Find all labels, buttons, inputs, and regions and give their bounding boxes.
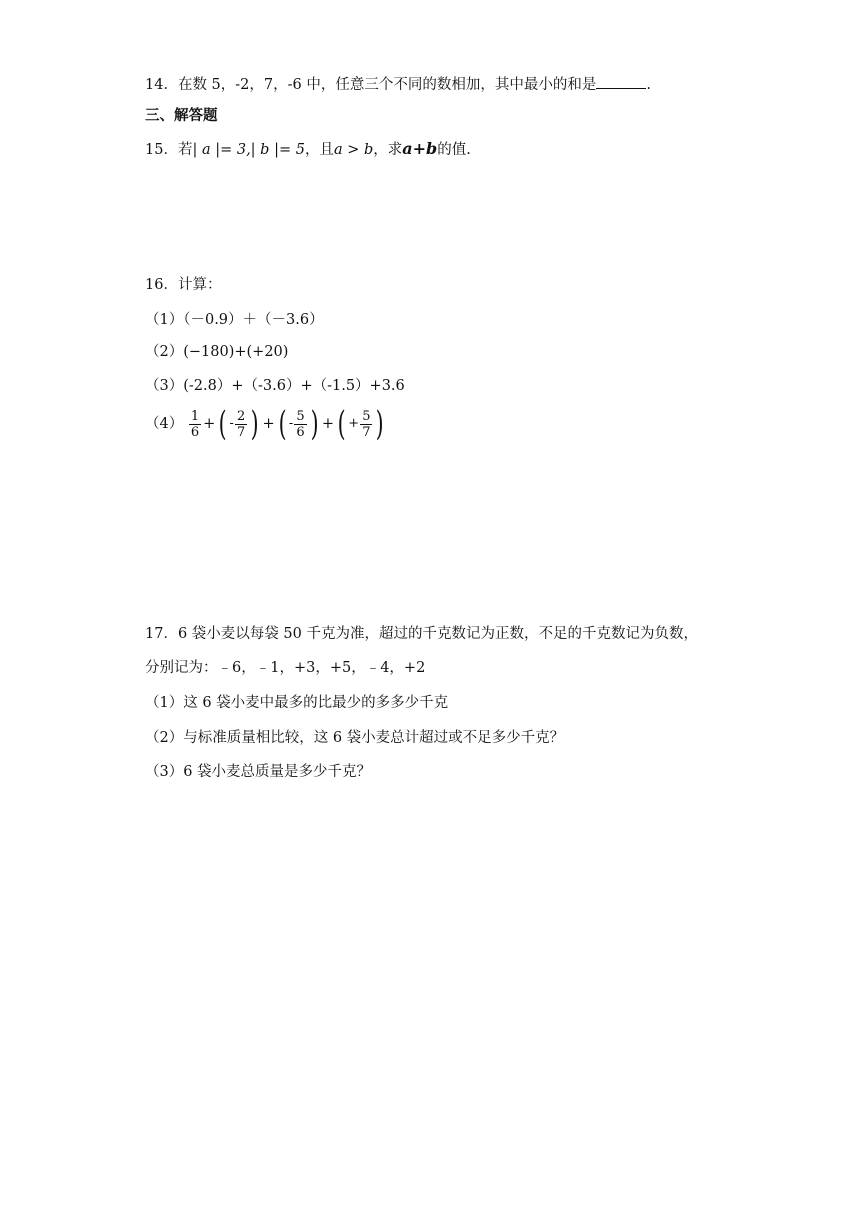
question-15-num: 15．若 xyxy=(145,142,193,158)
plus-sign: + xyxy=(321,416,335,432)
abs-condition: | a |= 3,| b |= 5 xyxy=(192,142,305,158)
left-paren: ( xyxy=(218,404,227,444)
fraction-2-numerator: 2 xyxy=(236,408,246,424)
question-17-part-1: （1）这 6 袋小麦中最多的比最少的多多少千克 xyxy=(145,695,449,711)
section-heading: 三、解答题 xyxy=(145,107,218,124)
question-17-part-3: （3）6 袋小麦总质量是多少千克？ xyxy=(145,764,372,780)
question-16-title: 16．计算： xyxy=(145,277,222,293)
question-16-part-2 xyxy=(145,342,288,362)
fraction-3 xyxy=(294,409,306,440)
question-16-part-4 xyxy=(145,404,387,448)
question-14-end: . xyxy=(646,77,651,93)
sum-expression: a+b xyxy=(402,139,438,158)
question-17-line-2: 分别记为：﹣6，﹣1，+3，+5，﹣4，+2 xyxy=(145,660,426,676)
fraction-1-numerator: 1 xyxy=(190,408,200,424)
question-17-part-2: （2）与标准质量相比较，这 6 袋小麦总计超过或不足多少千克？ xyxy=(145,730,565,746)
fraction-4 xyxy=(360,409,372,440)
fraction-1-denominator: 6 xyxy=(190,424,200,440)
question-14 xyxy=(145,74,651,95)
right-paren: ) xyxy=(250,404,259,444)
question-17-line-1: 17．6 袋小麦以每袋 50 千克为准，超过的千克数记为正数，不足的千克数记为负数， xyxy=(145,626,698,642)
answer-blank xyxy=(596,74,646,89)
fraction-2-denominator: 7 xyxy=(236,424,246,440)
question-14-text: 14．在数 5，-2，7，-6 中，任意三个不同的数相加，其中最小的和是 xyxy=(145,77,597,93)
left-paren: ( xyxy=(337,404,346,444)
left-paren: ( xyxy=(278,404,287,444)
plus-sign: + xyxy=(262,416,275,432)
fraction-3-denominator: 6 xyxy=(296,424,305,440)
fraction-4-numerator: 5 xyxy=(362,408,371,424)
fraction-2-sign: - xyxy=(229,416,234,431)
fraction-2 xyxy=(235,409,247,440)
part-2-expression: (−180)+(+20) xyxy=(183,344,289,360)
inequality: a > b xyxy=(333,142,374,158)
plus-sign: + xyxy=(203,416,216,432)
fraction-4-denominator: 7 xyxy=(362,424,371,440)
part-2-label: （2） xyxy=(145,344,184,360)
right-paren: ) xyxy=(376,404,385,444)
question-15-end: 的值. xyxy=(437,142,471,158)
question-15 xyxy=(145,139,471,160)
part-4-label: （4） xyxy=(145,416,184,432)
question-16-part-3: （3）(-2.8）+（-3.6）+（-1.5）+3.6 xyxy=(145,378,405,394)
fraction-4-sign: + xyxy=(348,416,360,431)
fraction-3-numerator: 5 xyxy=(296,408,305,424)
right-paren: ) xyxy=(310,404,319,444)
question-15-mid: ，且 xyxy=(304,142,334,158)
fraction-1 xyxy=(189,409,201,440)
question-16-part-1: （1）（－0.9）＋（－3.6） xyxy=(145,312,324,328)
question-15-mid2: ，求 xyxy=(373,142,403,158)
fraction-3-sign: - xyxy=(288,416,294,431)
